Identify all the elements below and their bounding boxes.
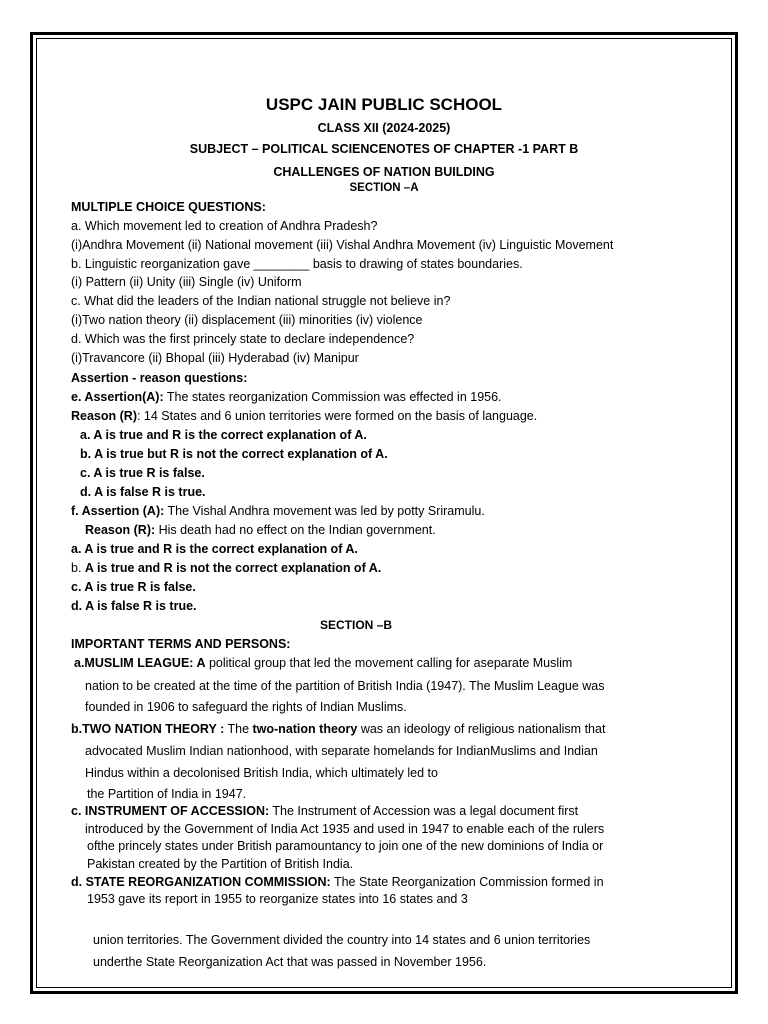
e-option-b: b. A is true but R is not the correct explanation of A. [80, 447, 388, 461]
term-muslim-league-line2: nation to be created at the time of the partition of British India (1947). The Muslim League was [85, 679, 605, 693]
e-option-a: a. A is true and R is the correct explanation of A. [80, 428, 367, 442]
subject-line: SUBJECT – POLITICAL SCIENCENOTES OF CHAPTER -1 PART B [189, 142, 579, 156]
f-option-b-prefix: b. [71, 561, 85, 575]
term-state-reorganization [71, 874, 604, 890]
term-muslim-league [74, 655, 572, 671]
term-reorg-label: d. STATE REORGANIZATION COMMISSION: [71, 875, 331, 889]
assertion-reason-heading: Assertion - reason questions: [71, 371, 248, 385]
question-a: a. Which movement led to creation of Andhra Pradesh? [71, 219, 378, 233]
f-option-a: a. A is true and R is the correct explanation of A. [71, 542, 358, 556]
term-two-nation-line4: the Partition of India in 1947. [87, 787, 247, 801]
term-two-nation-bold: two-nation theory [252, 722, 358, 736]
term-accession-line4: Pakistan created by the Partition of British India. [87, 857, 354, 871]
f-option-b [71, 560, 381, 576]
chapter-title: CHALLENGES OF NATION BUILDING [273, 165, 495, 179]
term-accession-line1: The Instrument of Accession was a legal document first [269, 804, 579, 818]
term-reorg-line4: underthe State Reorganization Act that was passed in November 1956. [93, 955, 487, 969]
term-two-nation-theory [71, 721, 605, 737]
term-muslim-league-line3: founded in 1906 to safeguard the rights of Indian Muslims. [85, 700, 407, 714]
f-option-b-text: A is true and R is not the correct explanation of A. [84, 561, 382, 575]
question-c: c. What did the leaders of the Indian national struggle not believe in? [71, 294, 451, 308]
reason-f-text: His death had no effect on the Indian government. [155, 523, 436, 537]
class-line: CLASS XII (2024-2025) [317, 121, 451, 135]
assertion-e [71, 389, 502, 405]
options-b: (i) Pattern (ii) Unity (iii) Single (iv) Uniform [71, 275, 302, 289]
term-muslim-league-label: a.MUSLIM LEAGUE: A [74, 656, 206, 670]
assertion-e-label: e. Assertion(A): [71, 390, 164, 404]
question-b: b. Linguistic reorganization gave ________ basis to drawing of states boundaries. [71, 257, 523, 271]
mcq-heading: MULTIPLE CHOICE QUESTIONS: [71, 200, 266, 214]
reason-f-label: Reason (R): [85, 523, 156, 537]
term-reorg-line3: union territories. The Government divided the country into 14 states and 6 union territories [93, 933, 591, 947]
f-option-c: c. A is true R is false. [71, 580, 196, 594]
term-two-nation-line2: advocated Muslim Indian nationhood, with separate homelands for IndianMuslims and Indian [85, 744, 598, 758]
reason-e-label: Reason (R) [71, 409, 137, 423]
reason-e-text: : 14 States and 6 union territories were formed on the basis of language. [136, 409, 538, 423]
reason-e [71, 408, 537, 424]
section-a-heading: SECTION –A [349, 182, 419, 194]
term-two-nation-pre: The [224, 722, 253, 736]
assertion-f-label: f. Assertion (A): [71, 504, 165, 518]
options-a: (i)Andhra Movement (ii) National movement (iii) Vishal Andhra Movement (iv) Linguistic Movement [71, 238, 614, 252]
assertion-f [71, 503, 485, 519]
f-option-d: d. A is false R is true. [71, 599, 197, 613]
term-accession-line3: ofthe princely states under British paramountancy to join one of the new dominions of India or [87, 839, 604, 853]
options-c: (i)Two nation theory (ii) displacement (iii) minorities (iv) violence [71, 313, 423, 327]
term-reorg-line2: 1953 gave its report in 1955 to reorganize states into 16 states and 3 [87, 892, 468, 906]
question-d: d. Which was the first princely state to declare independence? [71, 332, 415, 346]
term-two-nation-post: was an ideology of religious nationalism that [357, 722, 606, 736]
options-d: (i)Travancore (ii) Bhopal (iii) Hyderabad (iv) Manipur [71, 351, 359, 365]
assertion-f-text: The Vishal Andhra movement was led by potty Sriramulu. [164, 504, 485, 518]
term-muslim-league-line1: political group that led the movement calling for aseparate Muslim [205, 656, 573, 670]
term-two-nation-label: b.TWO NATION THEORY : [71, 722, 225, 736]
e-option-d: d. A is false R is true. [80, 485, 206, 499]
term-accession-label: c. INSTRUMENT OF ACCESSION: [71, 804, 270, 818]
e-option-c: c. A is true R is false. [80, 466, 205, 480]
school-title: USPC JAIN PUBLIC SCHOOL [265, 95, 503, 114]
term-instrument-of-accession [71, 803, 578, 819]
assertion-e-text: The states reorganization Commission was effected in 1956. [163, 390, 502, 404]
terms-heading: IMPORTANT TERMS AND PERSONS: [71, 637, 291, 651]
section-b-heading: SECTION –B [320, 618, 393, 632]
term-accession-line2: introduced by the Government of India Act 1935 and used in 1947 to enable each of the rulers [85, 822, 605, 836]
term-two-nation-line3: Hindus within a decolonised British India, which ultimately led to [85, 766, 438, 780]
reason-f [85, 522, 436, 538]
term-reorg-line1: The State Reorganization Commission formed in [330, 875, 604, 889]
